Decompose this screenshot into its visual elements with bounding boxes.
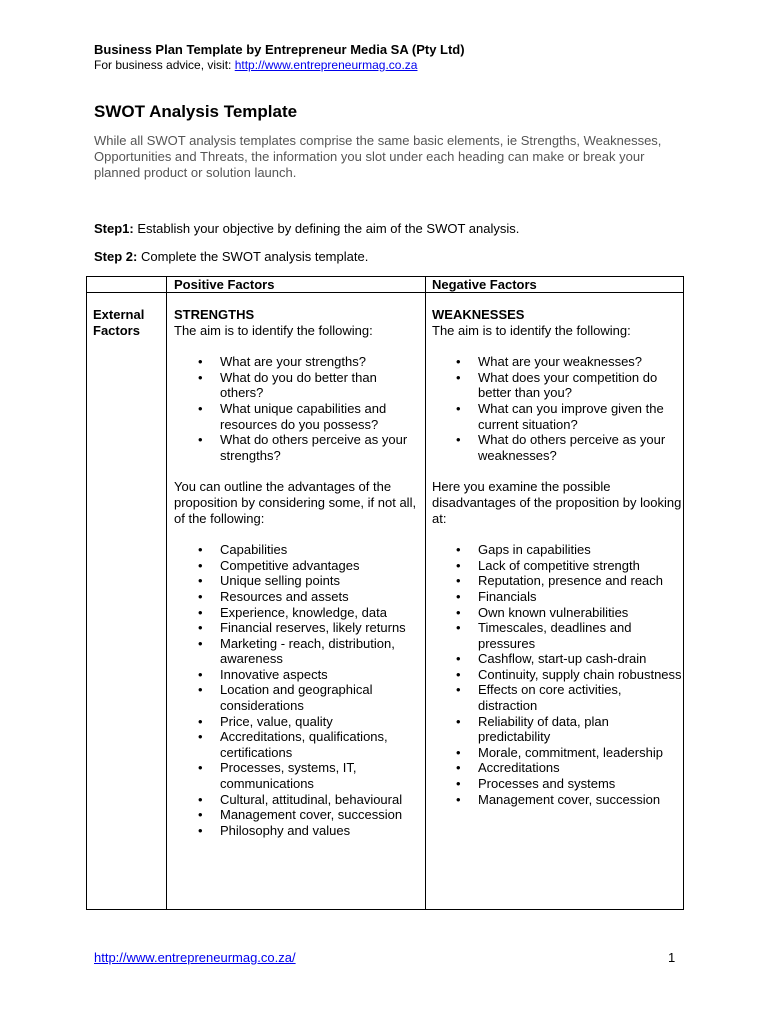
list-item: • Processes, systems, IT, communications xyxy=(174,760,419,791)
document-title: SWOT Analysis Template xyxy=(94,102,298,121)
step-1-label: Step1: xyxy=(94,221,134,236)
step-1-text: Establish your objective by defining the aim of the SWOT analysis. xyxy=(133,221,520,236)
list-item: • Reputation, presence and reach xyxy=(432,573,682,589)
column-divider xyxy=(425,277,426,909)
list-item: • Management cover, succession xyxy=(432,792,682,808)
list-item: • Accreditations, qualifications, certifications xyxy=(174,729,419,760)
list-item: • Marketing - reach, distribution, awareness xyxy=(174,636,419,667)
step-1 xyxy=(94,221,519,236)
advice-prefix: For business advice, visit: xyxy=(94,58,235,72)
weaknesses-paragraph: Here you examine the possible disadvantages of the proposition by looking at: xyxy=(432,479,682,526)
positive-factors-header: Positive Factors xyxy=(174,277,275,292)
weaknesses-aim: The aim is to identify the following: xyxy=(432,322,631,338)
list-item: • Price, value, quality xyxy=(174,714,419,730)
list-item: • Capabilities xyxy=(174,542,419,558)
list-item: • Location and geographical considerations xyxy=(174,682,419,713)
list-item: • Philosophy and values xyxy=(174,823,419,839)
list-item: • Unique selling points xyxy=(174,573,419,589)
strengths-title: STRENGTHS xyxy=(174,307,255,322)
strengths-paragraph: You can outline the advantages of the proposition by considering some, if not all, of the following: xyxy=(174,479,417,526)
list-item: • What can you improve given the current situation? xyxy=(432,401,682,432)
list-item: • What unique capabilities and resources do you possess? xyxy=(174,401,419,432)
list-item: • Processes and systems xyxy=(432,776,682,792)
list-item: • Own known vulnerabilities xyxy=(432,605,682,621)
list-item: • What does your competition do better than you? xyxy=(432,370,682,401)
strengths-cell xyxy=(174,307,419,838)
list-item: • What are your weaknesses? xyxy=(432,354,682,370)
list-item: • What do you do better than others? xyxy=(174,370,419,401)
column-divider xyxy=(166,277,167,909)
strengths-questions xyxy=(174,354,419,463)
weaknesses-title: WEAKNESSES xyxy=(432,307,525,322)
swot-table xyxy=(86,276,684,910)
list-item: • Experience, knowledge, data xyxy=(174,605,419,621)
list-item: • Effects on core activities, distraction xyxy=(432,682,682,713)
weaknesses-items xyxy=(432,542,682,807)
row-label-line-1: External xyxy=(93,307,145,322)
list-item: • Financial reserves, likely returns xyxy=(174,620,419,636)
weaknesses-questions xyxy=(432,354,682,463)
list-item: • Accreditations xyxy=(432,760,682,776)
list-item: • What do others perceive as your strengths? xyxy=(174,432,419,463)
list-item: • Management cover, succession xyxy=(174,807,419,823)
list-item: • Lack of competitive strength xyxy=(432,558,682,574)
page-number: 1 xyxy=(668,950,676,965)
list-item: • Morale, commitment, leadership xyxy=(432,745,682,761)
footer-link[interactable]: http://www.entrepreneurmag.co.za/ xyxy=(94,950,296,965)
step-2-text: Complete the SWOT analysis template. xyxy=(137,249,369,264)
list-item: • What do others perceive as your weaknesses? xyxy=(432,432,682,463)
list-item: • What are your strengths? xyxy=(174,354,419,370)
step-2-label: Step 2: xyxy=(94,249,138,264)
list-item: • Timescales, deadlines and pressures xyxy=(432,620,682,651)
header-title: Business Plan Template by Entrepreneur Media SA (Pty Ltd) xyxy=(94,42,465,57)
header-advice xyxy=(94,58,417,72)
list-item: • Resources and assets xyxy=(174,589,419,605)
list-item: • Cashflow, start-up cash-drain xyxy=(432,651,682,667)
list-item: • Continuity, supply chain robustness xyxy=(432,667,682,683)
strengths-items xyxy=(174,542,419,838)
list-item: • Innovative aspects xyxy=(174,667,419,683)
list-item: • Financials xyxy=(432,589,682,605)
step-2 xyxy=(94,249,368,264)
intro-paragraph: While all SWOT analysis templates comprise the same basic elements, ie Strengths, Weaknesses, Opportunities and Threats, the information you slot under each heading can make or break your planned product or solution launch. xyxy=(94,133,662,180)
advice-link[interactable]: http://www.entrepreneurmag.co.za xyxy=(234,58,418,72)
negative-factors-header: Negative Factors xyxy=(432,277,537,292)
list-item: • Cultural, attitudinal, behavioural xyxy=(174,792,419,808)
list-item: • Gaps in capabilities xyxy=(432,542,682,558)
row-label-line-2: Factors xyxy=(93,322,140,338)
list-item: • Reliability of data, plan predictability xyxy=(432,714,682,745)
weaknesses-cell xyxy=(432,307,682,807)
strengths-aim: The aim is to identify the following: xyxy=(174,322,373,338)
list-item: • Competitive advantages xyxy=(174,558,419,574)
external-factors-label xyxy=(93,307,144,338)
